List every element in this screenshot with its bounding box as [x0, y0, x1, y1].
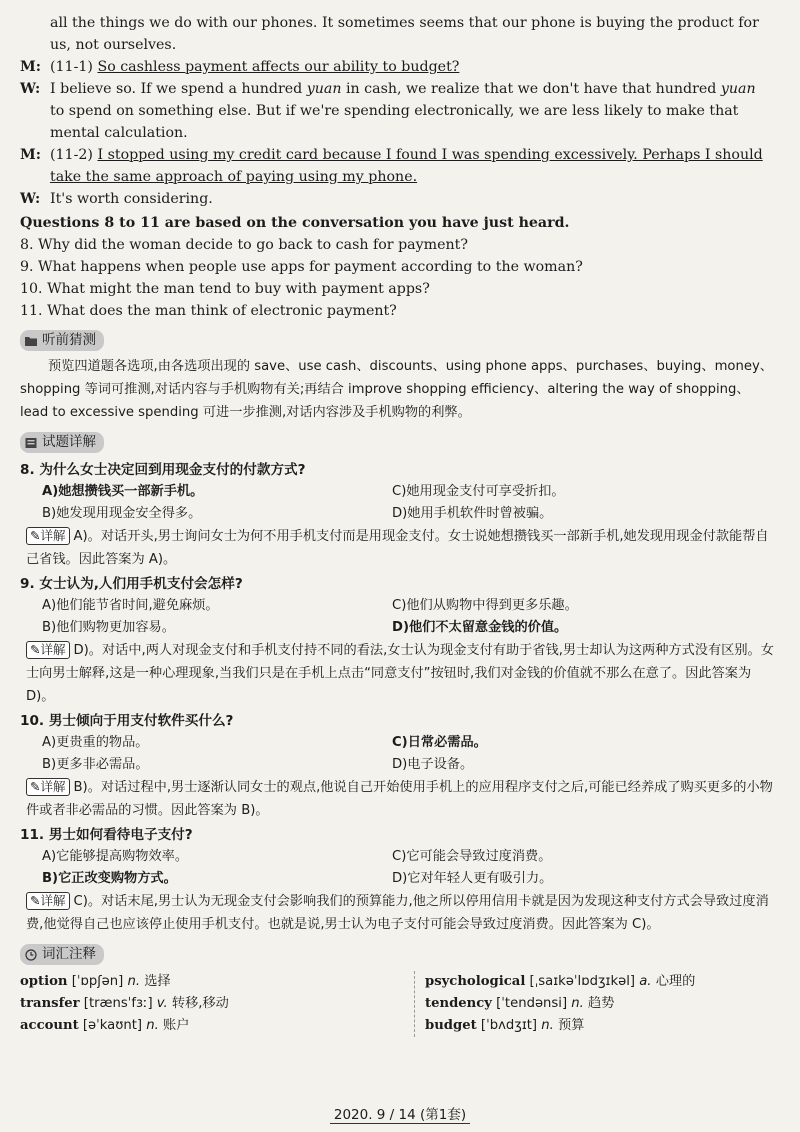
answer-option: D)它对年轻人更有吸引力。	[392, 871, 553, 886]
answer-option: D)他们不太留意金钱的价值。	[392, 620, 568, 635]
vocab-phon: [ˈbʌdʒɪt]	[476, 1018, 542, 1033]
vocabulary-column-left	[20, 971, 415, 1037]
book-icon	[24, 437, 38, 449]
vocab-word: transfer	[20, 996, 80, 1011]
speaker-label: M:	[20, 59, 41, 75]
answer-option: A)他们能节省时间,避免麻烦。	[42, 598, 219, 613]
vocabulary-grid	[20, 971, 774, 1037]
vocabulary-column-right	[415, 971, 774, 1037]
dialogue-line	[20, 188, 774, 210]
key-sentence: I stopped using my credit card because I found I was spending excessively. Perhaps I should take the same approach of paying using my phone.	[50, 147, 763, 185]
section-title: 词汇注释	[42, 946, 96, 962]
question-line: 11. What does the man think of electronic payment?	[20, 303, 397, 319]
vocabulary-item	[425, 971, 774, 993]
vocab-word: psychological	[425, 974, 526, 989]
explanation-text: C)。对话末尾,男士认为无现金支付会影响我们的预算能力,他之所以停用信用卡就是因为发现这种支付方式会导致过度消费,他觉得自己也应该停止使用手机支付。也就是说,男士认为电子支付可能会导致过度消费。因此答案为 C)。	[26, 894, 769, 932]
folder-icon	[24, 335, 38, 347]
explanation	[20, 525, 774, 571]
vocab-phon: [ˈɒpʃən]	[67, 974, 128, 989]
answer-options	[20, 595, 774, 639]
vocab-meaning: 趋势	[583, 996, 615, 1011]
answer-option: A)它能够提高购物效率。	[42, 849, 189, 864]
dialogue-line	[20, 144, 774, 188]
section-tag-vocab	[20, 944, 104, 965]
vocab-pos: n.	[146, 1018, 159, 1033]
vocab-pos: a.	[639, 974, 652, 989]
explain-tag	[26, 641, 70, 659]
vocab-phon: [ˌsaɪkəˈlɒdʒɪkəl]	[525, 974, 640, 989]
answer-option: C)他们从购物中得到更多乐趣。	[392, 598, 578, 613]
timestamp-marker: (11-1)	[50, 59, 98, 75]
vocabulary-item	[20, 1015, 414, 1037]
explain-tag	[26, 527, 70, 545]
dialogue-continuation-line: all the things we do with our phones. It sometimes seems that our phone is buying the product for	[50, 15, 759, 31]
vocab-pos: v.	[156, 996, 168, 1011]
explain-tag-label: 详解	[40, 893, 66, 908]
vocabulary-item	[20, 993, 414, 1015]
section-tag-pre-listen	[20, 330, 104, 351]
timestamp-marker: (11-2)	[50, 147, 98, 163]
question-line: 10. What might the man tend to buy with payment apps?	[20, 281, 430, 297]
questions-heading: Questions 8 to 11 are based on the conversation you have just heard.	[20, 215, 570, 231]
dialogue-continuation-line: us, not ourselves.	[50, 37, 177, 53]
answer-option: B)他们购物更加容易。	[42, 620, 175, 635]
pre-listen-paragraph: 预览四道题各选项,由各选项出现的 save、use cash、discounts、using phone apps、purchases、buying、money、shopping 等词可推测,对话内容与手机购物有关;再结合 improve shopping efficiency、altering the way of shopping、lead to excessive spending 可进一步推测,对话内容涉及手机购物的利弊。	[20, 359, 773, 420]
answer-options	[20, 846, 774, 890]
answer-options	[20, 732, 774, 776]
pencil-icon: ✎	[30, 893, 41, 908]
pencil-icon: ✎	[30, 779, 41, 794]
explanation-text: A)。对话开头,男士询问女士为何不用手机支付而是用现金支付。女士说她想攒钱买一部新手机,她发现用现金付款能帮自己省钱。因此答案为 A)。	[26, 529, 769, 567]
explanation-text: B)。对话过程中,男士逐渐认同女士的观点,他说自己开始使用手机上的应用程序支付之后,可能已经养成了购买更多的小物件或者非必需品的习惯。因此答案为 B)。	[26, 780, 773, 818]
vocab-pos: n.	[127, 974, 141, 989]
dialogue-emphasis: yuan	[720, 81, 756, 97]
vocab-phon: [ˈtendənsi]	[491, 996, 572, 1011]
vocabulary-item	[425, 1015, 774, 1037]
vocab-meaning: 转移,移动	[167, 996, 229, 1011]
answer-options	[20, 481, 774, 525]
question-title: 8. 为什么女士决定回到用现金支付的付款方式?	[20, 462, 306, 478]
question-title: 11. 男士如何看待电子支付?	[20, 827, 193, 843]
page-footer	[0, 1104, 800, 1126]
vocab-meaning: 账户	[158, 1018, 190, 1033]
speaker-label: W:	[20, 191, 41, 207]
dialogue-line	[20, 78, 774, 144]
explain-tag-label: 详解	[40, 779, 66, 794]
answer-option: C)日常必需品。	[392, 735, 487, 750]
vocab-pos: n.	[571, 996, 584, 1011]
explanation	[20, 639, 774, 708]
vocab-word: tendency	[425, 996, 492, 1011]
explain-tag-label: 详解	[40, 528, 66, 543]
vocab-meaning: 心理的	[651, 974, 696, 989]
dialogue-text: I believe so. If we spend a hundred	[50, 81, 307, 97]
explanation	[20, 776, 774, 822]
pencil-icon: ✎	[30, 642, 41, 657]
explain-tag	[26, 892, 70, 910]
vocab-phon: [əˈkaʊnt]	[78, 1018, 147, 1033]
question-line: 9. What happens when people use apps for payment according to the woman?	[20, 259, 583, 275]
vocab-word: account	[20, 1018, 79, 1033]
vocab-phon: [trænsˈfɜː]	[79, 996, 157, 1011]
speaker-label: W:	[20, 81, 41, 97]
answer-option: B)更多非必需品。	[42, 757, 149, 772]
answer-option: C)她用现金支付可享受折扣。	[392, 484, 565, 499]
page-number: 2020. 9 / 14 (第1套)	[330, 1107, 470, 1124]
vocab-pos: n.	[541, 1018, 554, 1033]
dialogue-text: It's worth considering.	[50, 191, 213, 207]
vocab-meaning: 预算	[553, 1018, 585, 1033]
pencil-icon: ✎	[30, 528, 41, 543]
vocab-meaning: 选择	[140, 974, 171, 989]
section-tag-detail	[20, 432, 104, 453]
explanation	[20, 890, 774, 936]
answer-option: C)它可能会导致过度消费。	[392, 849, 552, 864]
answer-option: B)它正改变购物方式。	[42, 871, 177, 886]
dialogue-text: in cash, we realize that we don't have that hundred	[341, 81, 721, 97]
vocabulary-item	[425, 993, 774, 1015]
explain-tag	[26, 778, 70, 796]
vocabulary-item	[20, 971, 414, 993]
question-line: 8. Why did the woman decide to go back to cash for payment?	[20, 237, 468, 253]
dialogue-line	[20, 56, 774, 78]
answer-option: A)更贵重的物品。	[42, 735, 149, 750]
dialogue-text: to spend on something else. But if we're spending electronically, we are less likely to make that mental calculation.	[50, 103, 739, 141]
section-title: 听前猜测	[42, 332, 96, 348]
answer-option: D)她用手机软件时曾被骗。	[392, 506, 553, 521]
question-detail-list	[20, 459, 774, 936]
vocab-word: option	[20, 974, 68, 989]
explanation-text: D)。对话中,两人对现金支付和手机支付持不同的看法,女士认为现金支付有助于省钱,男士却认为这两种方式没有区别。女士向男士解释,这是一种心理现象,当我们只是在手机上点击“同意支付”按钮时,我们对金钱的价值就不那么在意了。因此答案为 D)。	[26, 643, 774, 704]
key-sentence: So cashless payment affects our ability to budget?	[97, 59, 460, 75]
answer-option: A)她想攒钱买一部新手机。	[42, 484, 204, 499]
clock-icon	[24, 949, 38, 961]
question-title: 9. 女士认为,人们用手机支付会怎样?	[20, 576, 243, 592]
answer-option: B)她发现用现金安全得多。	[42, 506, 202, 521]
section-title: 试题详解	[42, 434, 96, 450]
speaker-label: M:	[20, 147, 41, 163]
dialogue-emphasis: yuan	[306, 81, 342, 97]
answer-option: D)电子设备。	[392, 757, 474, 772]
question-title: 10. 男士倾向于用支付软件买什么?	[20, 713, 234, 729]
explain-tag-label: 详解	[40, 642, 66, 657]
vocab-word: budget	[425, 1018, 477, 1033]
